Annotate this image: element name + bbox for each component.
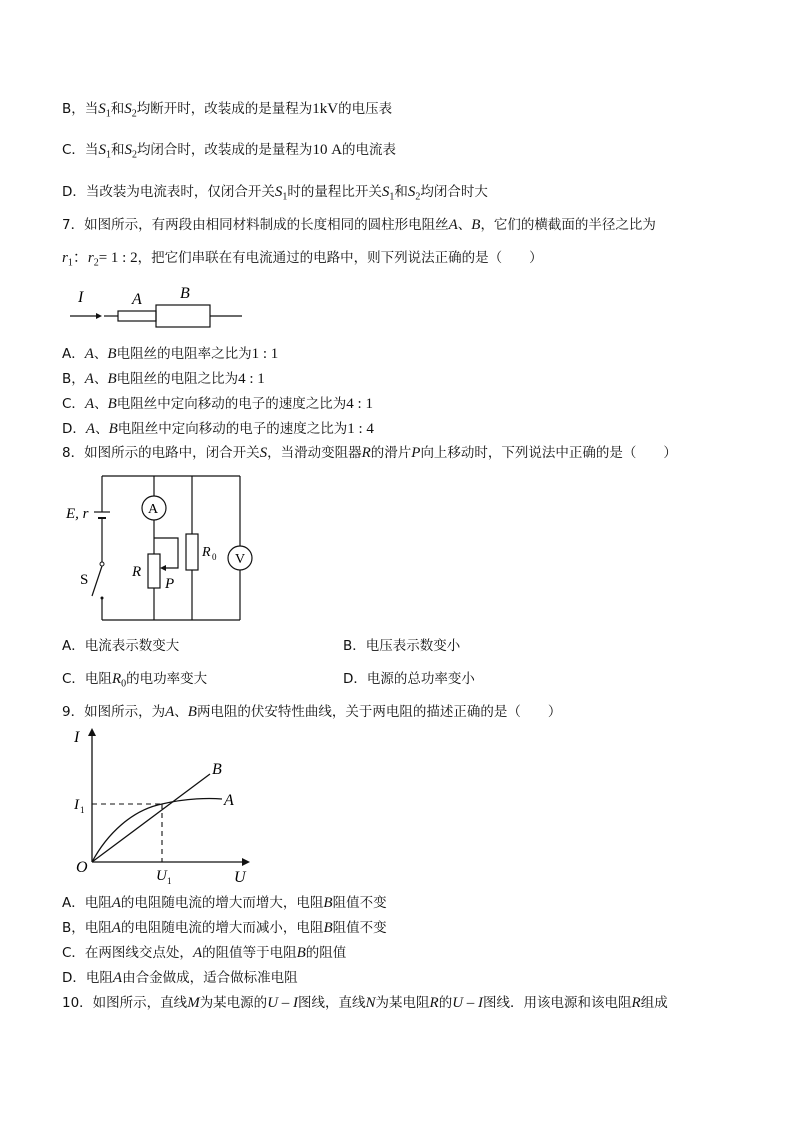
q8-label-voltmeter: V [235,552,246,567]
q8-option-d: D．电源的总功率变小 [343,671,475,687]
q7-fig-arrow-head [96,313,102,319]
q10-stem: 10．如图所示，直线M为某电源的U – I图线，直线N为某电阻R的U – I图线．用该电源和该电阻R组成 [62,995,668,1011]
q8-option-a: A．电流表示数变大 [62,638,180,654]
q7-option-c: C．A、B电阻丝中定向移动的电子的速度之比为4 : 1 [62,396,373,412]
q9-label-a: A [224,792,234,809]
q9-option-b: B，电阻A的电阻随电流的增大而减小，电阻B阻值不变 [62,920,387,936]
q9-label-b: B [212,761,222,778]
q8-label-r0: R [202,545,211,560]
q8-stem: 8．如图所示的电路中，闭合开关S，当滑动变阻器R的滑片P向上移动时，下列说法中正确的是（ ） [62,445,677,461]
q7-fig-current-label: I [78,289,84,306]
q8-label-ammeter: A [148,502,159,517]
q8-label-emf: E, r [66,506,89,522]
q8-r0-body [186,534,198,570]
q9-label-i1: I [74,797,79,813]
q7-option-d: D．A、B电阻丝中定向移动的电子的速度之比为1 : 4 [62,421,374,437]
q9-label-i1-sub: 1 [80,805,85,815]
q8-label-slider: P [165,576,175,592]
q8-switch-blade [92,566,102,596]
q7-resistor-figure [62,282,252,332]
q7-option-a: A．A、B电阻丝的电阻率之比为1 : 1 [62,346,279,362]
q6-option-d: D．当改装为电流表时，仅闭合开关$S_1$时的量程比开关$S_1$和$S_2$均闭合时大 [62,184,488,203]
q9-axis-u-arrow [242,858,250,866]
q7-fig-label-b: B [180,285,190,302]
q7-fig-label-a: A [132,291,142,308]
q9-curve-a [92,799,222,862]
q8-switch-contact-top [100,562,104,566]
q7-option-b: B，A、B电阻丝的电阻之比为4 : 1 [62,371,265,387]
q9-stem: 9．如图所示，为A、B两电阻的伏安特性曲线，关于两电阻的描述正确的是（ ） [62,704,562,720]
q6-option-c: C．当$S_1$和$S_2$均闭合时，改装成的是量程为10 A的电流表 [62,142,397,161]
q9-label-origin: O [76,859,88,876]
q8-circuit-figure [62,468,262,628]
q9-line-b [92,774,210,862]
q7-stem-line1: 7．如图所示，有两段由相同材料制成的长度相同的圆柱形电阻丝A、B，它们的横截面的半径之比为 [62,217,656,233]
q8-label-switch: S [80,572,89,588]
q8-option-c: C．电阻$R_0$的电功率变大 [62,671,208,690]
q7-fig-resistor-b [156,305,210,327]
q6-option-b: B，当$S_1$和$S_2$均断开时，改装成的是量程为1kV的电压表 [62,101,393,120]
q8-label-rheostat: R [132,564,142,580]
q8-label-r0-sub: 0 [212,552,217,562]
q9-axis-i-arrow [88,728,96,736]
q8-slider-wire [154,538,178,568]
q9-label-i: I [74,729,80,746]
q8-slider-arrow [160,565,166,571]
q8-option-b: B．电压表示数变小 [343,638,461,654]
q9-option-d: D．电阻A由合金做成，适合做标准电阻 [62,970,298,986]
q9-option-a: A．电阻A的电阻随电流的增大而增大，电阻B阻值不变 [62,895,387,911]
q8-rheostat-body [148,554,160,588]
q9-label-u1-sub: 1 [167,876,172,886]
q9-iv-graph [62,724,262,890]
q7-stem-line2: $r_1$：$r_2= 1$ : 2，把它们串联在有电流通过的电路中，则下列说法正确的是（ ） [62,250,543,269]
q9-label-u: U [234,869,246,886]
q7-fig-resistor-a [118,311,156,321]
q9-label-u1: U [156,868,167,884]
q8-switch-contact-bottom [101,597,104,600]
q9-option-c: C．在两图线交点处，A的阻值等于电阻B的阻值 [62,945,347,961]
